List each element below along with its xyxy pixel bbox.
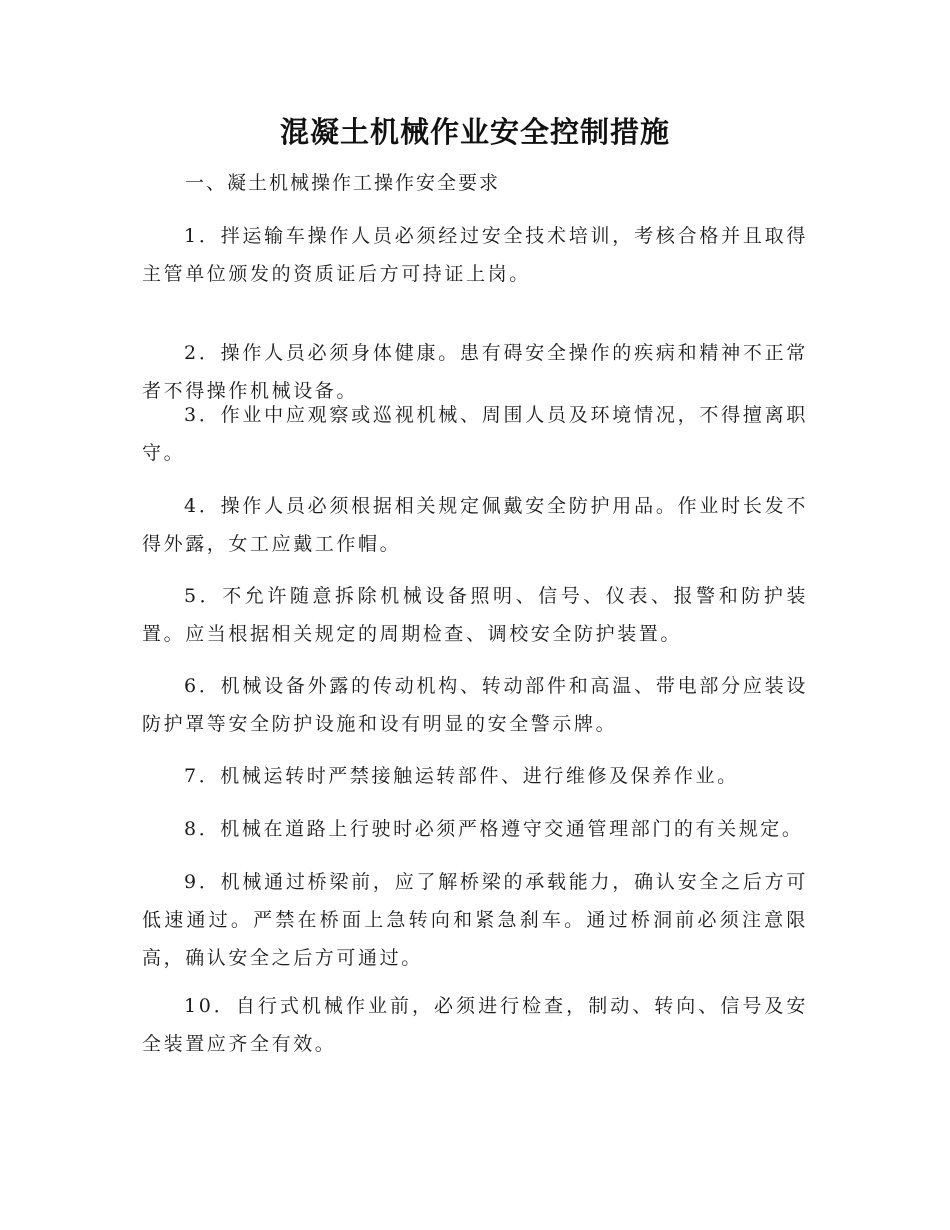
list-item-4: 4．操作人员必须根据相关规定佩戴安全防护用品。作业时长发不得外露，女工应戴工作帽。 <box>142 495 808 555</box>
list-item-8: 8．机械在道路上行驶时必须严格遵守交通管理部门的有关规定。 <box>184 818 804 840</box>
list-item-2: 2．操作人员必须身体健康。患有碍安全操作的疾病和精神不正常者不得操作机械设备。 <box>142 342 808 402</box>
list-item-9: 9．机械通过桥梁前，应了解桥梁的承载能力，确认安全之后方可低速通过。严禁在桥面上急转向和紧急刹车。通过桥洞前必须注意限高，确认安全之后方可通过。 <box>142 871 808 969</box>
document-title: 混凝土机械作业安全控制措施 <box>279 115 670 149</box>
list-item-5: 5．不允许随意拆除机械设备照明、信号、仪表、报警和防护装置。应当根据相关规定的周期检查、调校安全防护装置。 <box>142 585 808 645</box>
section-heading: 一、凝土机械操作工操作安全要求 <box>185 172 501 194</box>
list-item-3: 3．作业中应观察或巡视机械、周围人员及环境情况，不得擅离职守。 <box>142 404 808 464</box>
list-item-1: 1．拌运输车操作人员必须经过安全技术培训，考核合格并且取得主管单位颁发的资质证后方可持证上岗。 <box>142 225 808 285</box>
list-item-10: 10．自行式机械作业前，必须进行检查，制动、转向、信号及安全装置应齐全有效。 <box>142 995 808 1055</box>
list-item-7: 7．机械运转时严禁接触运转部件、进行维修及保养作业。 <box>184 765 739 787</box>
list-item-6: 6．机械设备外露的传动机构、转动部件和高温、带电部分应装设防护罩等安全防护设施和设有明显的安全警示牌。 <box>142 675 808 735</box>
